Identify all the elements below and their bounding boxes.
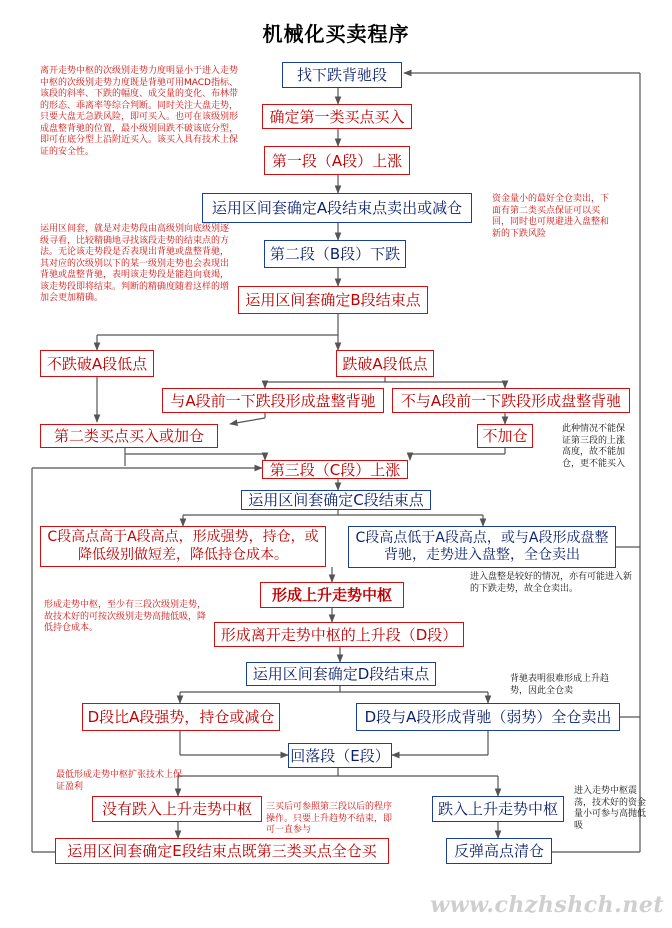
node-first-buy: 确定第一类买点买入 bbox=[262, 104, 412, 129]
note-divergence-sell: 背驰表明很难形成上升趋势，因此全仓卖 bbox=[510, 674, 610, 696]
node-uptrend-center: 形成上升走势中枢 bbox=[260, 582, 404, 608]
node-c-end: 运用区间套确定C段结束点 bbox=[241, 490, 431, 510]
node-second-buy: 第二类买点买入或加仓 bbox=[40, 424, 218, 448]
watermark: www.chzhshch.net bbox=[430, 892, 664, 918]
note-no-add-reason: 此种情况不能保证第三段的上涨高度，故不能加仓，更不能买入 bbox=[562, 424, 626, 469]
node-third-buy: 运用区间套确定E段结束点既第三类买点全仓买 bbox=[55, 838, 389, 864]
node-segment-d: 形成离开走势中枢的上升段（D段） bbox=[214, 622, 464, 647]
node-into-center: 跌入上升走势中枢 bbox=[432, 796, 564, 822]
node-b-end: 运用区间套确定B段结束点 bbox=[238, 286, 428, 314]
node-c-weak-sell: C段高点低于A段高点，或与A段形成盘整背驰，走势进入盘整，全仓卖出 bbox=[348, 526, 616, 568]
node-no-add: 不加仓 bbox=[477, 424, 533, 448]
node-not-break-a-low: 不跌破A段低点 bbox=[40, 350, 154, 377]
note-center-trading: 形成走势中枢，至少有三段次级别走势，故技术好的可按次级别走势高抛低吸，降低持仓成本。 bbox=[44, 600, 207, 634]
note-small-capital: 资金量小的最好全仓卖出，下面有第二类买点保证可以买回，同时也可规避进入盘整和新的下跌风险 bbox=[492, 194, 610, 239]
node-segment-c-up: 第三段（C段）上涨 bbox=[262, 460, 408, 479]
node-segment-a-up: 第一段（A段）上涨 bbox=[264, 146, 410, 175]
page-title: 机械化买卖程序 bbox=[262, 22, 410, 46]
node-a-end-sell: 运用区间套确定A段结束点卖出或减仓 bbox=[202, 193, 472, 223]
node-consolidation-divergence: 与A段前一下跌段形成盘整背驰 bbox=[162, 388, 384, 413]
node-find-divergence: 找下跌背驰段 bbox=[282, 62, 402, 88]
node-d-strong: D段比A段强势，持仓或减仓 bbox=[82, 703, 280, 731]
node-break-a-low: 跌破A段低点 bbox=[336, 350, 434, 377]
node-not-into-center: 没有跌入上升走势中枢 bbox=[92, 796, 262, 822]
node-c-strong: C段高点高于A段高点，形成强势，持仓，或降低级别做短差，降低持仓成本。 bbox=[40, 526, 326, 567]
node-segment-e: 回落段（E段） bbox=[288, 743, 392, 768]
note-divergence: 离开走势中枢的次级别走势力度明显小于进入走势中枢的次级别走势力度既是背驰可用MACD指标、该段的斜率、下跌的幅度、成交量的变化、布林带的形态、乖离率等综合判断。同时关注大盘走势，只要大盘无急跌风险，即可买入。也可在该级别形成盘整背驰的位置，最小级别回跌不破该底分型，即可在底分型上沿附近买入。该买入具有技术上保证的安全性。 bbox=[40, 66, 239, 157]
note-consolidation: 进入盘整是较好的情况，亦有可能进入新的下跌走势，故全仓卖出。 bbox=[470, 572, 633, 594]
node-no-consolidation-divergence: 不与A段前一下跌段形成盘整背驰 bbox=[392, 388, 630, 413]
node-segment-b-down: 第二段（B段）下跌 bbox=[264, 240, 406, 268]
node-d-weak-sell: D段与A段形成背驰（弱势）全仓卖出 bbox=[356, 703, 620, 731]
note-center-oscillation: 进入走势中枢震荡，技术好的资金量小可参与高抛低吸 bbox=[574, 786, 647, 831]
note-center-expansion: 最低形成走势中枢扩张技术上保证盈利 bbox=[56, 770, 183, 792]
node-d-end: 运用区间套确定D段结束点 bbox=[246, 662, 436, 686]
note-interval-nesting: 运用区间套，就是对走势段由高级别向底级别逐级寻看，比较精确地寻找该段走势的结束点的方法。无论该走势段是否表现出背驰或盘整背驰，其对应的次级别以下的某一级别走势也会表现出背驰或盘整背驰，表明该走势段是能趋向衰竭，该走势段即将结束。判断的精确度随着这样的增加会更加精确。 bbox=[40, 224, 230, 304]
node-rebound-clear: 反弹高点清仓 bbox=[446, 838, 552, 864]
note-third-buy-follow: 三买后可参照第三段以后的程序操作。只要上升趋势不结束，即可一直参与 bbox=[266, 802, 393, 836]
arrow bbox=[230, 418, 265, 424]
